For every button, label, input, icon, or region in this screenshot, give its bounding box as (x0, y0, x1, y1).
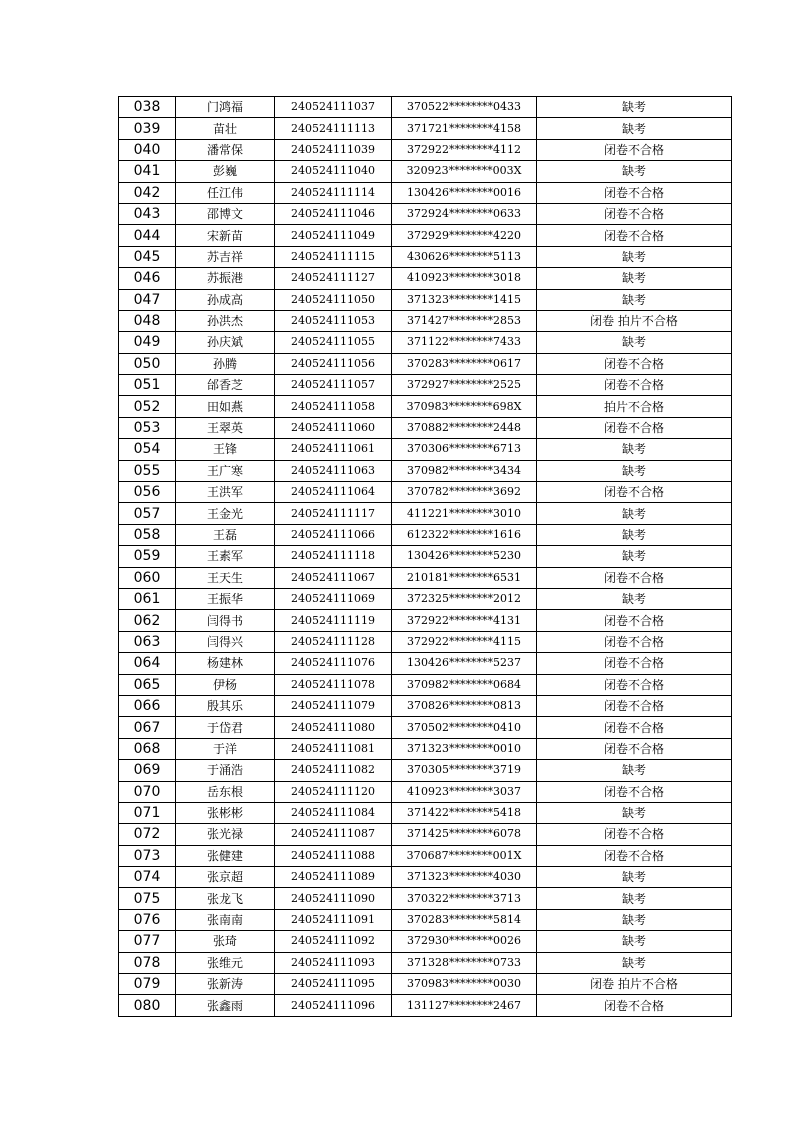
table-row (119, 653, 732, 674)
exam-number-cell: 240524111091 (275, 909, 392, 930)
row-number-cell: 061 (119, 588, 176, 609)
exam-number-cell: 240524111084 (275, 802, 392, 823)
name-cell: 任江伟 (176, 182, 275, 203)
name-cell: 孙腾 (176, 353, 275, 374)
name-cell: 于洋 (176, 738, 275, 759)
result-cell: 缺考 (537, 888, 732, 909)
table-row (119, 396, 732, 417)
row-number-cell: 074 (119, 867, 176, 888)
row-number-cell: 077 (119, 931, 176, 952)
table-row (119, 310, 732, 331)
table-row (119, 717, 732, 738)
exam-number-cell: 240524111060 (275, 417, 392, 438)
result-cell: 闭卷不合格 (537, 695, 732, 716)
id-number-cell: 131127********2467 (392, 995, 537, 1016)
result-cell: 闭卷不合格 (537, 610, 732, 631)
result-cell: 缺考 (537, 909, 732, 930)
id-number-cell: 372922********4115 (392, 631, 537, 652)
name-cell: 苏振港 (176, 268, 275, 289)
exam-number-cell: 240524111119 (275, 610, 392, 631)
id-number-cell: 130426********5237 (392, 653, 537, 674)
name-cell: 孙洪杰 (176, 310, 275, 331)
table-row (119, 97, 732, 118)
exam-number-cell: 240524111117 (275, 503, 392, 524)
result-cell: 拍片不合格 (537, 396, 732, 417)
row-number-cell: 045 (119, 246, 176, 267)
table-row (119, 246, 732, 267)
id-number-cell: 372927********2525 (392, 375, 537, 396)
result-cell: 闭卷 拍片不合格 (537, 974, 732, 995)
exam-number-cell: 240524111081 (275, 738, 392, 759)
row-number-cell: 075 (119, 888, 176, 909)
name-cell: 张京超 (176, 867, 275, 888)
result-cell: 缺考 (537, 952, 732, 973)
id-number-cell: 370283********0617 (392, 353, 537, 374)
table-row (119, 760, 732, 781)
exam-number-cell: 240524111082 (275, 760, 392, 781)
name-cell: 潘常保 (176, 139, 275, 160)
result-cell: 闭卷不合格 (537, 738, 732, 759)
id-number-cell: 372325********2012 (392, 588, 537, 609)
name-cell: 张南南 (176, 909, 275, 930)
table-row (119, 460, 732, 481)
result-cell: 闭卷不合格 (537, 203, 732, 224)
exam-number-cell: 240524111092 (275, 931, 392, 952)
id-number-cell: 372929********4220 (392, 225, 537, 246)
id-number-cell: 130426********5230 (392, 546, 537, 567)
table-row (119, 674, 732, 695)
exam-number-cell: 240524111061 (275, 439, 392, 460)
table-row (119, 931, 732, 952)
name-cell: 张光禄 (176, 824, 275, 845)
name-cell: 苗壮 (176, 118, 275, 139)
row-number-cell: 062 (119, 610, 176, 631)
name-cell: 闫得书 (176, 610, 275, 631)
exam-number-cell: 240524111114 (275, 182, 392, 203)
exam-number-cell: 240524111115 (275, 246, 392, 267)
result-cell: 缺考 (537, 332, 732, 353)
table-row (119, 867, 732, 888)
result-cell: 闭卷不合格 (537, 824, 732, 845)
exam-number-cell: 240524111076 (275, 653, 392, 674)
row-number-cell: 065 (119, 674, 176, 695)
exam-number-cell: 240524111063 (275, 460, 392, 481)
exam-number-cell: 240524111066 (275, 524, 392, 545)
row-number-cell: 042 (119, 182, 176, 203)
table-row (119, 824, 732, 845)
id-number-cell: 370982********3434 (392, 460, 537, 481)
name-cell: 张鑫雨 (176, 995, 275, 1016)
id-number-cell: 370522********0433 (392, 97, 537, 118)
name-cell: 王金光 (176, 503, 275, 524)
result-cell: 缺考 (537, 588, 732, 609)
row-number-cell: 060 (119, 567, 176, 588)
name-cell: 邰香芝 (176, 375, 275, 396)
table-row (119, 781, 732, 802)
table-row (119, 888, 732, 909)
exam-number-cell: 240524111037 (275, 97, 392, 118)
exam-number-cell: 240524111088 (275, 845, 392, 866)
table-row (119, 995, 732, 1016)
row-number-cell: 063 (119, 631, 176, 652)
row-number-cell: 039 (119, 118, 176, 139)
id-number-cell: 372930********0026 (392, 931, 537, 952)
name-cell: 张彬彬 (176, 802, 275, 823)
result-cell: 闭卷不合格 (537, 781, 732, 802)
table-row (119, 845, 732, 866)
results-table-body (119, 97, 732, 1017)
exam-number-cell: 240524111127 (275, 268, 392, 289)
table-row (119, 482, 732, 503)
id-number-cell: 371721********4158 (392, 118, 537, 139)
exam-number-cell: 240524111050 (275, 289, 392, 310)
exam-number-cell: 240524111053 (275, 310, 392, 331)
name-cell: 闫得兴 (176, 631, 275, 652)
result-cell: 缺考 (537, 760, 732, 781)
row-number-cell: 068 (119, 738, 176, 759)
row-number-cell: 057 (119, 503, 176, 524)
results-table (118, 96, 732, 1017)
id-number-cell: 410923********3037 (392, 781, 537, 802)
exam-number-cell: 240524111058 (275, 396, 392, 417)
result-cell: 闭卷不合格 (537, 482, 732, 503)
id-number-cell: 320923********003X (392, 161, 537, 182)
name-cell: 殷其乐 (176, 695, 275, 716)
id-number-cell: 210181********6531 (392, 567, 537, 588)
result-cell: 闭卷不合格 (537, 995, 732, 1016)
id-number-cell: 612322********1616 (392, 524, 537, 545)
result-cell: 缺考 (537, 118, 732, 139)
exam-number-cell: 240524111090 (275, 888, 392, 909)
exam-number-cell: 240524111096 (275, 995, 392, 1016)
id-number-cell: 430626********5113 (392, 246, 537, 267)
result-cell: 缺考 (537, 289, 732, 310)
name-cell: 张新涛 (176, 974, 275, 995)
result-cell: 闭卷不合格 (537, 353, 732, 374)
result-cell: 缺考 (537, 867, 732, 888)
table-row (119, 289, 732, 310)
exam-number-cell: 240524111067 (275, 567, 392, 588)
table-row (119, 952, 732, 973)
id-number-cell: 371427********2853 (392, 310, 537, 331)
row-number-cell: 078 (119, 952, 176, 973)
name-cell: 张维元 (176, 952, 275, 973)
result-cell: 闭卷不合格 (537, 375, 732, 396)
row-number-cell: 046 (119, 268, 176, 289)
row-number-cell: 073 (119, 845, 176, 866)
result-cell: 闭卷不合格 (537, 674, 732, 695)
table-row (119, 353, 732, 374)
exam-number-cell: 240524111089 (275, 867, 392, 888)
exam-number-cell: 240524111093 (275, 952, 392, 973)
table-row (119, 203, 732, 224)
table-row (119, 524, 732, 545)
table-row (119, 182, 732, 203)
table-row (119, 225, 732, 246)
exam-number-cell: 240524111128 (275, 631, 392, 652)
exam-number-cell: 240524111040 (275, 161, 392, 182)
exam-number-cell: 240524111120 (275, 781, 392, 802)
exam-number-cell: 240524111064 (275, 482, 392, 503)
id-number-cell: 370502********0410 (392, 717, 537, 738)
table-row (119, 695, 732, 716)
result-cell: 缺考 (537, 246, 732, 267)
name-cell: 王振华 (176, 588, 275, 609)
result-cell: 缺考 (537, 524, 732, 545)
result-cell: 闭卷不合格 (537, 845, 732, 866)
id-number-cell: 372922********4131 (392, 610, 537, 631)
table-row (119, 118, 732, 139)
id-number-cell: 370782********3692 (392, 482, 537, 503)
result-cell: 缺考 (537, 546, 732, 567)
name-cell: 于涌浩 (176, 760, 275, 781)
table-row (119, 802, 732, 823)
table-row (119, 588, 732, 609)
id-number-cell: 372924********0633 (392, 203, 537, 224)
row-number-cell: 055 (119, 460, 176, 481)
row-number-cell: 041 (119, 161, 176, 182)
row-number-cell: 076 (119, 909, 176, 930)
name-cell: 王洪军 (176, 482, 275, 503)
exam-number-cell: 240524111079 (275, 695, 392, 716)
result-cell: 闭卷不合格 (537, 417, 732, 438)
name-cell: 王磊 (176, 524, 275, 545)
result-cell: 闭卷不合格 (537, 653, 732, 674)
table-row (119, 139, 732, 160)
exam-number-cell: 240524111078 (275, 674, 392, 695)
name-cell: 王翠英 (176, 417, 275, 438)
table-row (119, 332, 732, 353)
row-number-cell: 066 (119, 695, 176, 716)
name-cell: 田如燕 (176, 396, 275, 417)
row-number-cell: 053 (119, 417, 176, 438)
name-cell: 王广寒 (176, 460, 275, 481)
table-row (119, 417, 732, 438)
name-cell: 岳东根 (176, 781, 275, 802)
table-row (119, 161, 732, 182)
name-cell: 张健建 (176, 845, 275, 866)
table-row (119, 546, 732, 567)
row-number-cell: 043 (119, 203, 176, 224)
id-number-cell: 371323********0010 (392, 738, 537, 759)
exam-number-cell: 240524111049 (275, 225, 392, 246)
result-cell: 闭卷不合格 (537, 631, 732, 652)
name-cell: 王天生 (176, 567, 275, 588)
name-cell: 宋新苗 (176, 225, 275, 246)
exam-number-cell: 240524111118 (275, 546, 392, 567)
row-number-cell: 079 (119, 974, 176, 995)
table-row (119, 631, 732, 652)
id-number-cell: 370982********0684 (392, 674, 537, 695)
result-cell: 缺考 (537, 802, 732, 823)
row-number-cell: 071 (119, 802, 176, 823)
results-sheet (118, 96, 732, 1017)
id-number-cell: 370306********6713 (392, 439, 537, 460)
table-row (119, 375, 732, 396)
name-cell: 苏吉祥 (176, 246, 275, 267)
exam-number-cell: 240524111113 (275, 118, 392, 139)
exam-number-cell: 240524111080 (275, 717, 392, 738)
result-cell: 缺考 (537, 503, 732, 524)
result-cell: 闭卷不合格 (537, 567, 732, 588)
exam-number-cell: 240524111046 (275, 203, 392, 224)
row-number-cell: 047 (119, 289, 176, 310)
result-cell: 闭卷不合格 (537, 717, 732, 738)
row-number-cell: 067 (119, 717, 176, 738)
result-cell: 闭卷不合格 (537, 182, 732, 203)
exam-number-cell: 240524111057 (275, 375, 392, 396)
id-number-cell: 370983********0030 (392, 974, 537, 995)
row-number-cell: 051 (119, 375, 176, 396)
row-number-cell: 050 (119, 353, 176, 374)
id-number-cell: 370322********3713 (392, 888, 537, 909)
name-cell: 彭巍 (176, 161, 275, 182)
exam-number-cell: 240524111095 (275, 974, 392, 995)
result-cell: 缺考 (537, 161, 732, 182)
table-row (119, 738, 732, 759)
id-number-cell: 371323********1415 (392, 289, 537, 310)
row-number-cell: 038 (119, 97, 176, 118)
id-number-cell: 370687********001X (392, 845, 537, 866)
exam-number-cell: 240524111087 (275, 824, 392, 845)
exam-number-cell: 240524111055 (275, 332, 392, 353)
id-number-cell: 370305********3719 (392, 760, 537, 781)
name-cell: 孙庆斌 (176, 332, 275, 353)
id-number-cell: 411221********3010 (392, 503, 537, 524)
table-row (119, 974, 732, 995)
name-cell: 王素军 (176, 546, 275, 567)
result-cell: 闭卷不合格 (537, 139, 732, 160)
row-number-cell: 072 (119, 824, 176, 845)
exam-number-cell: 240524111069 (275, 588, 392, 609)
id-number-cell: 410923********3018 (392, 268, 537, 289)
result-cell: 缺考 (537, 460, 732, 481)
row-number-cell: 064 (119, 653, 176, 674)
table-row (119, 439, 732, 460)
name-cell: 于岱君 (176, 717, 275, 738)
row-number-cell: 049 (119, 332, 176, 353)
row-number-cell: 040 (119, 139, 176, 160)
row-number-cell: 048 (119, 310, 176, 331)
id-number-cell: 371422********5418 (392, 802, 537, 823)
id-number-cell: 372922********4112 (392, 139, 537, 160)
row-number-cell: 059 (119, 546, 176, 567)
name-cell: 邵博文 (176, 203, 275, 224)
table-row (119, 909, 732, 930)
result-cell: 闭卷 拍片不合格 (537, 310, 732, 331)
id-number-cell: 370283********5814 (392, 909, 537, 930)
result-cell: 缺考 (537, 931, 732, 952)
id-number-cell: 370983********698X (392, 396, 537, 417)
row-number-cell: 044 (119, 225, 176, 246)
name-cell: 张琦 (176, 931, 275, 952)
id-number-cell: 130426********0016 (392, 182, 537, 203)
row-number-cell: 080 (119, 995, 176, 1016)
name-cell: 杨建林 (176, 653, 275, 674)
name-cell: 伊杨 (176, 674, 275, 695)
exam-number-cell: 240524111039 (275, 139, 392, 160)
id-number-cell: 371328********0733 (392, 952, 537, 973)
row-number-cell: 058 (119, 524, 176, 545)
id-number-cell: 371323********4030 (392, 867, 537, 888)
table-row (119, 610, 732, 631)
id-number-cell: 370826********0813 (392, 695, 537, 716)
exam-number-cell: 240524111056 (275, 353, 392, 374)
result-cell: 缺考 (537, 268, 732, 289)
row-number-cell: 070 (119, 781, 176, 802)
table-row (119, 567, 732, 588)
row-number-cell: 069 (119, 760, 176, 781)
name-cell: 张龙飞 (176, 888, 275, 909)
result-cell: 缺考 (537, 97, 732, 118)
id-number-cell: 370882********2448 (392, 417, 537, 438)
result-cell: 闭卷不合格 (537, 225, 732, 246)
table-row (119, 268, 732, 289)
row-number-cell: 052 (119, 396, 176, 417)
name-cell: 孙成高 (176, 289, 275, 310)
result-cell: 缺考 (537, 439, 732, 460)
row-number-cell: 054 (119, 439, 176, 460)
name-cell: 王锋 (176, 439, 275, 460)
table-row (119, 503, 732, 524)
name-cell: 门鸿福 (176, 97, 275, 118)
row-number-cell: 056 (119, 482, 176, 503)
id-number-cell: 371425********6078 (392, 824, 537, 845)
id-number-cell: 371122********7433 (392, 332, 537, 353)
